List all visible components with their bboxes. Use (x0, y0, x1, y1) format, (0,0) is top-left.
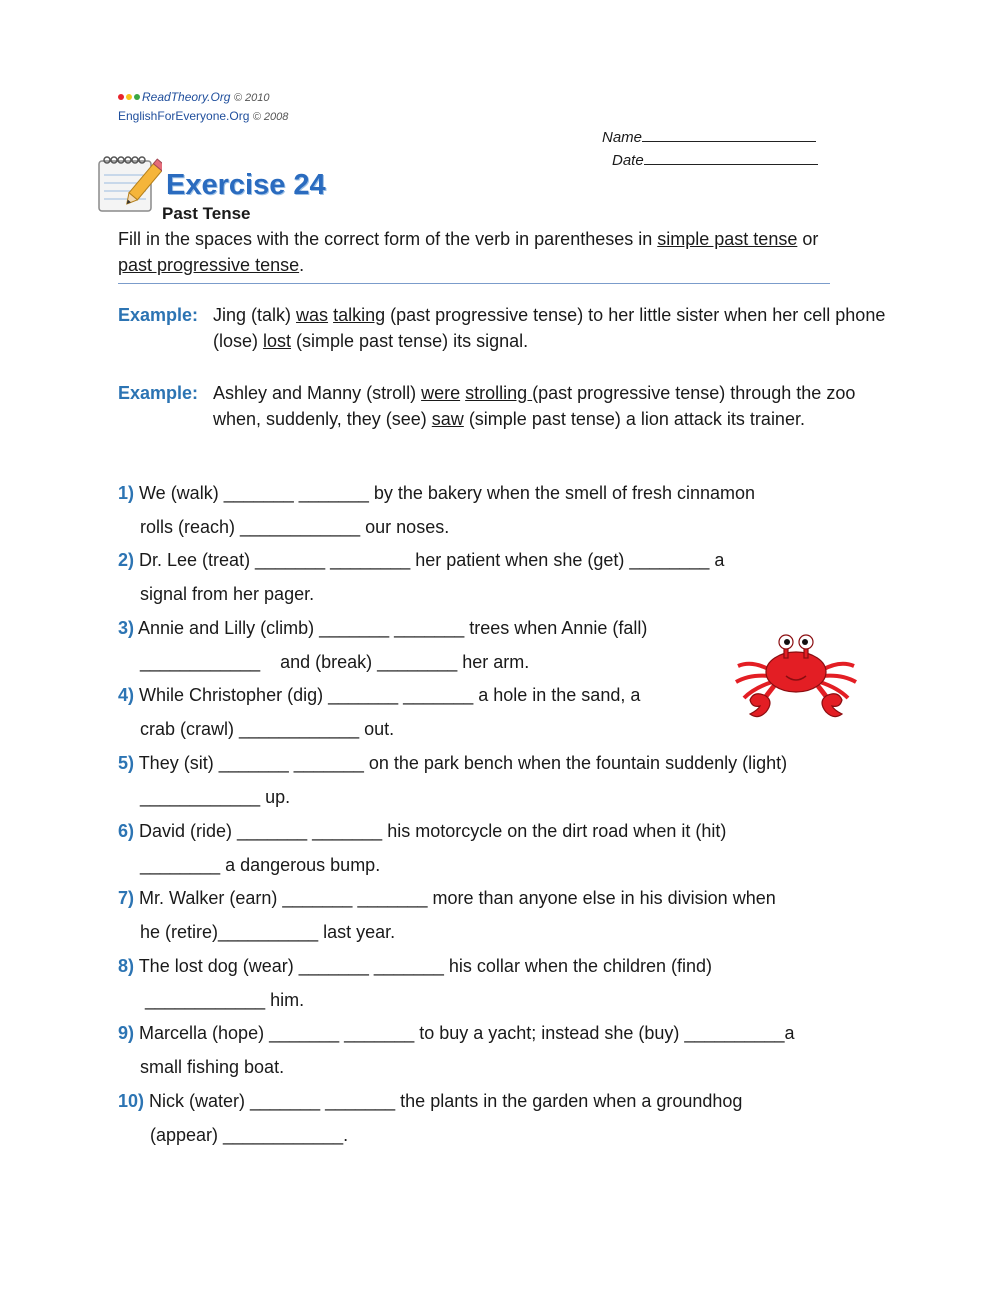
question-1[interactable] (118, 476, 878, 544)
question-number: 5) (118, 753, 135, 773)
question-line: Dr. Lee (treat) _______ ________ her patient when she (get) ________ a (134, 550, 725, 570)
green-dot-icon (134, 94, 140, 100)
question-2[interactable] (118, 543, 878, 611)
question-line: ____________ up. (140, 787, 291, 807)
question-line: he (retire)__________ last year. (140, 922, 396, 942)
question-line: ____________ and (break) ________ her arm. (140, 652, 530, 672)
example-text: (simple past tense) its signal. (291, 331, 529, 351)
example-1 (118, 302, 898, 354)
example-answer: talking (333, 305, 386, 325)
example-text: (past progressive tense) to her little sister when her cell phone (lose) (213, 305, 886, 351)
example-answer: was (296, 305, 329, 325)
example-text: Ashley and Manny (stroll) (213, 383, 422, 403)
date-label: Date (612, 152, 644, 169)
example-text: Jing (talk) (213, 305, 297, 325)
efe-year: © 2008 (252, 111, 289, 123)
instructions-or: or (797, 229, 819, 249)
question-number: 7) (118, 888, 135, 908)
readtheory-brand (118, 90, 269, 104)
question-5[interactable] (118, 746, 878, 814)
page-title: Exercise 24 (166, 169, 326, 201)
question-line: Annie and Lilly (climb) _______ _______ trees when Annie (fall) (134, 618, 648, 638)
example-text: (past progressive tense) through the zoo when, suddenly, they (see) (213, 383, 856, 429)
red-dot-icon (118, 94, 124, 100)
example-answer: saw (431, 409, 464, 429)
question-line: rolls (reach) ____________ our noses. (140, 517, 450, 537)
yellow-dot-icon (126, 94, 132, 100)
question-line: Marcella (hope) _______ _______ to buy a yacht; instead she (buy) __________a (134, 1023, 795, 1043)
instructions-simple-past: simple past tense (657, 229, 798, 249)
question-line: They (sit) _______ _______ on the park bench when the fountain suddenly (light) (134, 753, 788, 773)
question-number: 10) (118, 1091, 145, 1111)
date-field[interactable] (612, 150, 818, 169)
name-label: Name (602, 129, 643, 146)
question-number: 9) (118, 1023, 135, 1043)
question-9[interactable] (118, 1016, 878, 1084)
question-line: Nick (water) _______ _______ the plants in the garden when a groundhog (144, 1091, 743, 1111)
readtheory-year: © 2010 (233, 92, 270, 104)
question-line: While Christopher (dig) _______ _______ a hole in the sand, a (134, 685, 641, 705)
question-8[interactable] (118, 949, 878, 1017)
efe-brand (118, 109, 288, 123)
instructions-period: . (299, 255, 305, 275)
instructions (118, 226, 830, 278)
question-line: signal from her pager. (140, 584, 315, 604)
example-2 (118, 380, 898, 432)
question-line: David (ride) _______ _______ his motorcycle on the dirt road when it (hit) (134, 821, 727, 841)
instructions-past-progressive: past progressive tense (118, 255, 300, 275)
efe-name: EnglishForEveryone.Org (118, 109, 250, 123)
instructions-text: Fill in the spaces with the correct form of the verb in parentheses in (118, 229, 658, 249)
question-line: We (walk) _______ _______ by the bakery when the smell of fresh cinnamon (134, 483, 756, 503)
question-number: 8) (118, 956, 135, 976)
name-blank[interactable] (642, 127, 816, 142)
question-line: The lost dog (wear) _______ _______ his collar when the children (find) (134, 956, 713, 976)
question-line: crab (crawl) ____________ out. (140, 719, 395, 739)
example-label: Example: (118, 305, 199, 325)
readtheory-name: ReadTheory.Org (142, 90, 231, 104)
question-number: 4) (118, 685, 135, 705)
question-number: 6) (118, 821, 135, 841)
page-subtitle: Past Tense (162, 204, 251, 223)
question-line: small fishing boat. (140, 1057, 285, 1077)
example-body (213, 380, 898, 432)
question-7[interactable] (118, 881, 878, 949)
question-number: 3) (118, 618, 135, 638)
question-number: 1) (118, 483, 135, 503)
question-line: Mr. Walker (earn) _______ _______ more than anyone else in his division when (134, 888, 776, 908)
crab-icon (730, 630, 862, 727)
example-body (213, 302, 898, 354)
question-10[interactable] (118, 1084, 878, 1152)
question-number: 2) (118, 550, 135, 570)
question-line: (appear) ____________. (150, 1125, 349, 1145)
example-answer: were (421, 383, 461, 403)
question-6[interactable] (118, 814, 878, 882)
question-line: ____________ him. (140, 990, 305, 1010)
question-line: ________ a dangerous bump. (140, 855, 381, 875)
example-label: Example: (118, 383, 199, 403)
example-text: (simple past tense) a lion attack its trainer. (463, 409, 805, 429)
name-field[interactable] (602, 127, 816, 146)
divider (118, 283, 830, 284)
example-answer: strolling (465, 383, 533, 403)
example-answer: lost (263, 331, 292, 351)
notebook-pencil-icon (96, 153, 162, 220)
date-blank[interactable] (644, 150, 818, 165)
